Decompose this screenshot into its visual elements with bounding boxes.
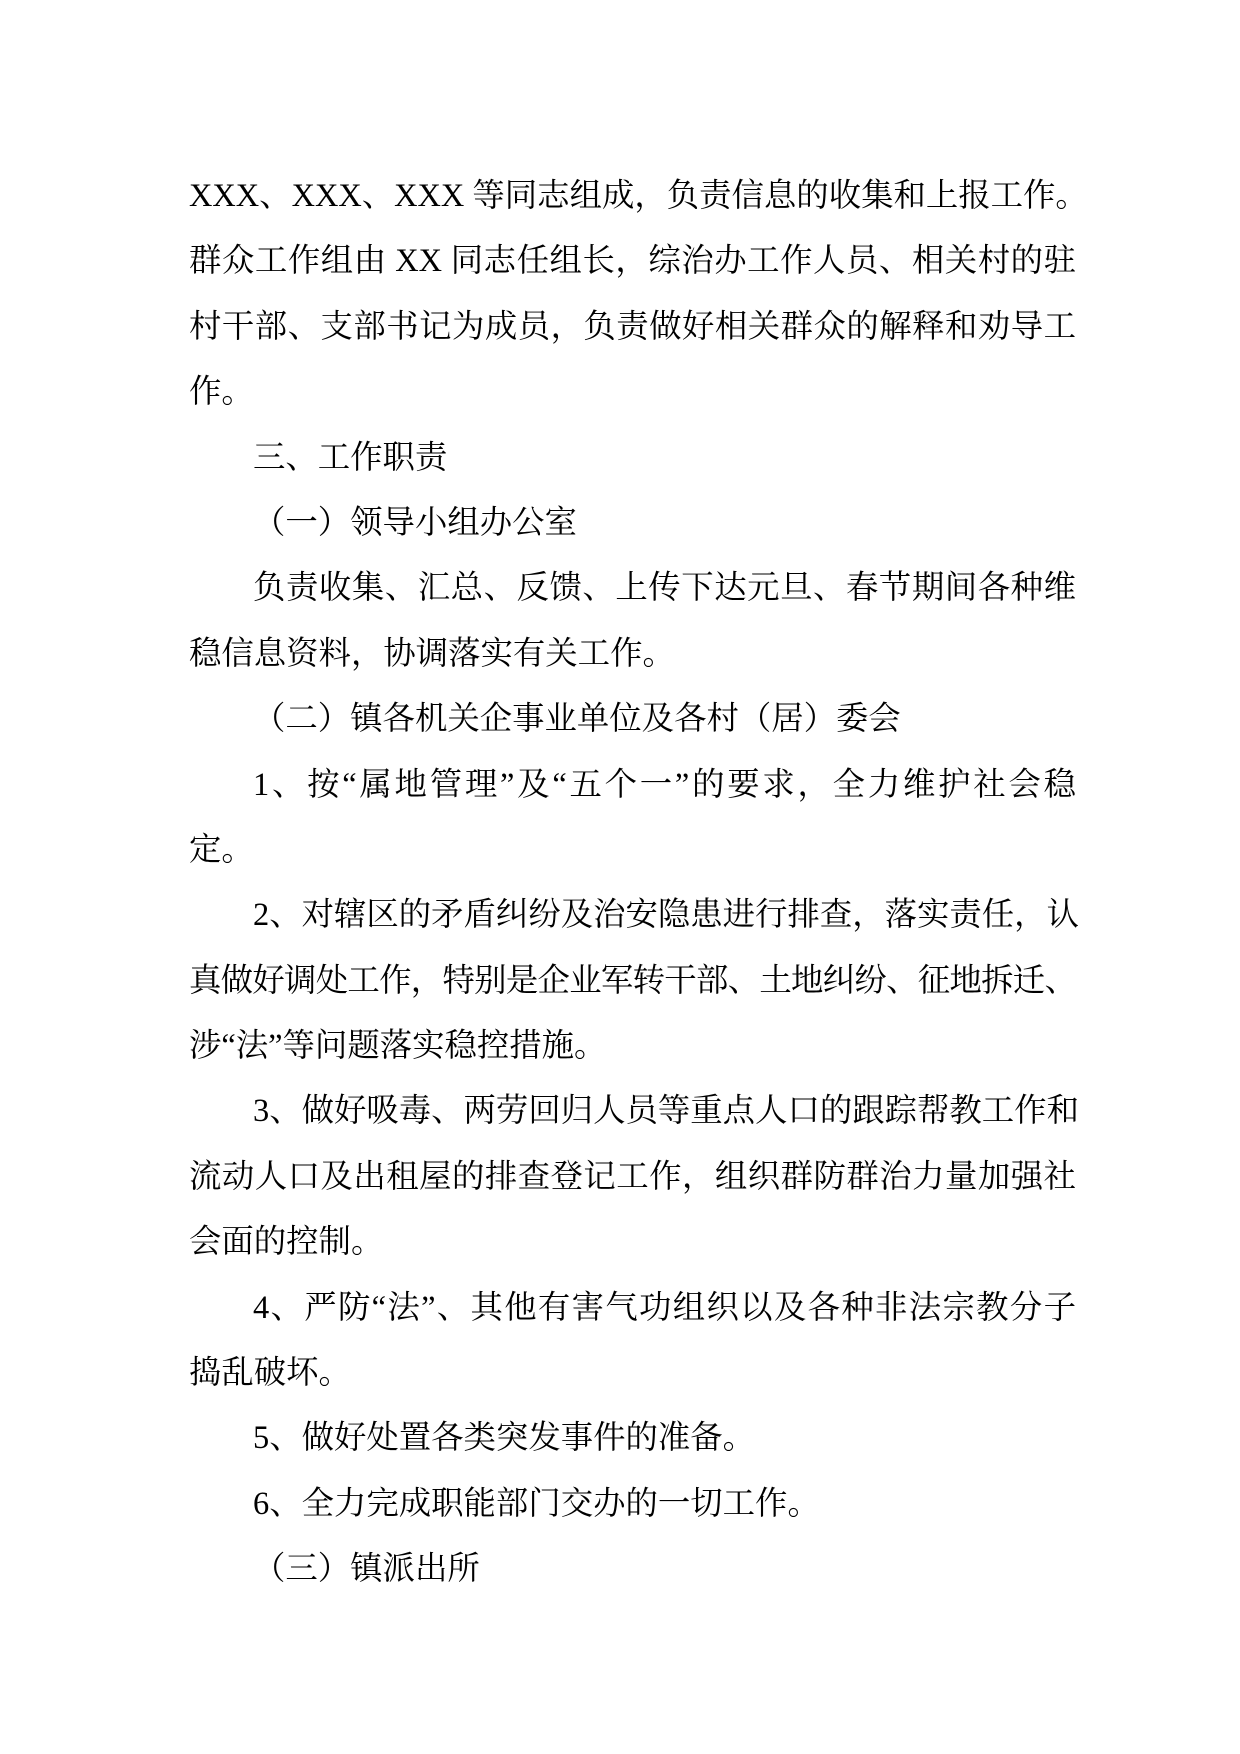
text-line: 作。 — [189, 374, 254, 411]
section-heading: 三、工作职责 — [253, 439, 448, 476]
text-line: 群众工作组由 XX 同志任组长，综治办工作人员、相关村的驻 — [189, 243, 1076, 280]
text-line: 定。 — [189, 831, 254, 868]
subsection-heading: （一）领导小组办公室 — [253, 504, 577, 541]
text-line: 村干部、支部书记为成员，负责做好相关群众的解释和劝导工 — [189, 308, 1076, 345]
text-line: XXX、XXX、XXX 等同志组成，负责信息的收集和上报工作。 — [189, 178, 1088, 214]
document-body — [189, 164, 1088, 1603]
subsection-heading: （二）镇各机关企事业单位及各村（居）委会 — [253, 701, 901, 738]
list-item-line: 1、按“属地管理”及“五个一”的要求，全力维护社会稳 — [253, 766, 1076, 803]
text-line: 会面的控制。 — [189, 1224, 384, 1261]
list-item-line: 5、做好处置各类突发事件的准备。 — [253, 1420, 756, 1457]
text-line: 捣乱破坏。 — [189, 1355, 351, 1392]
list-item-line: 4、严防“法”、其他有害气功组织以及各种非法宗教分子 — [253, 1289, 1076, 1326]
text-line: 负责收集、汇总、反馈、上传下达元旦、春节期间各种维 — [253, 570, 1076, 607]
list-item-line: 6、全力完成职能部门交办的一切工作。 — [253, 1485, 820, 1522]
text-line: 涉“法”等问题落实稳控措施。 — [189, 1028, 607, 1065]
text-line: 真做好调处工作，特别是企业军转干部、土地纠纷、征地拆迁、 — [189, 962, 1076, 999]
text-line: 稳信息资料，协调落实有关工作。 — [189, 635, 675, 672]
subsection-heading: （三）镇派出所 — [253, 1551, 480, 1588]
list-item-line: 2、对辖区的矛盾纠纷及治安隐患进行排查，落实责任，认 — [253, 897, 1079, 934]
text-line: 流动人口及出租屋的排查登记工作，组织群防群治力量加强社 — [189, 1158, 1076, 1195]
list-item-line: 3、做好吸毒、两劳回归人员等重点人口的跟踪帮教工作和 — [253, 1093, 1079, 1130]
